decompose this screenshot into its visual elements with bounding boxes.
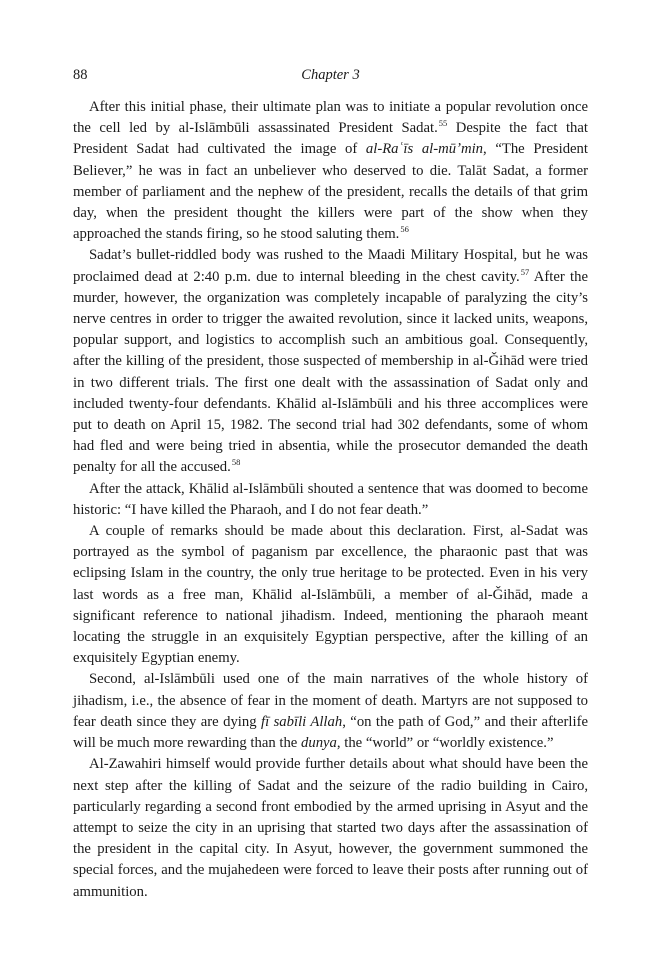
italic-term: al-Raʿīs al-mūʼmin <box>365 141 484 158</box>
italic-term: fī sabīli Allah <box>261 713 343 730</box>
text-run: Al-Zawahiri himself would provide further details about what should have been the next step after the killing of Sadat and the seizure of the radio building in Cairo, particularly regarding a second front embodied by the armed uprising in Asyut and the attempt to seize the city in an uprising that started two days after the assassination of the president in the capital city. In Asyut, however, the government summoned the special forces, and the mujahedeen were forced to leave their posts after running out of ammunition. <box>73 756 588 900</box>
footnote-ref-55: 55 <box>438 118 448 129</box>
paragraph <box>73 479 588 521</box>
footnote-ref-56: 56 <box>400 224 409 235</box>
book-page <box>73 64 588 903</box>
text-run: Second, al-Islāmbūli used one of the main narratives of the whole history of jihadism, i.e., the absence of fear in the moment of death. Martyrs are not supposed to fear death since they are dying <box>73 671 588 730</box>
running-head <box>73 64 588 86</box>
footnote-ref-57: 57 <box>520 266 530 277</box>
paragraph <box>73 669 588 754</box>
text-run: , “on the path of God,” and their afterlife will be much more rewarding than the <box>73 713 588 752</box>
text-run: , “The President Believer,” he was in fact an unbeliever who deserved to die. Talāt Sadat, a former member of parliament and the nephew of the president, recalls the details of that grim day, when the president thought the killers were part of the show when they approached the stands firing, so he stood saluting them. <box>73 141 588 243</box>
page-number: 88 <box>73 67 88 83</box>
footnote-ref-58: 58 <box>231 457 241 468</box>
paragraph <box>73 754 588 902</box>
paragraph <box>73 245 588 478</box>
text-run: A couple of remarks should be made about this declaration. First, al-Sadat was portrayed as the symbol of paganism par excellence, the pharaonic past that was eclipsing Islam in the country, the only true heritage to be protected. Even in his very last words as a free man, Khālid al-Islāmbūli, a member of al-Ǧihād, made a significant reference to national jihadism. Indeed, mentioning the pharaoh meant locating the struggle in an exquisitely Egyptian perspective, after the killing of an exquisitely Egyptian enemy. <box>73 523 588 667</box>
chapter-title: Chapter 3 <box>301 67 360 83</box>
text-run: Despite the fact that President Sadat had cultivated the image of <box>73 120 588 158</box>
italic-term: dunya <box>301 735 337 752</box>
text-run: After the attack, Khālid al-Islāmbūli shouted a sentence that was doomed to become historic: “I have killed the Pharaoh, and I do not fear death.” <box>73 480 588 518</box>
text-run: After the murder, however, the organization was completely incapable of paralyzing the city’s nerve centres in order to trigger the awaited revolution, since it lacked units, weapons, popular support, and logistics to accomplish such an ambitious goal. Consequently, after the killing of the president, those suspected of membership in al-Ǧihād were tried in two different trials. The first one dealt with the assassination of Sadat only and included twenty-four defendants. Khālid al-Islāmbūli and his three accomplices were put to death on April 15, 1982. The second trial had 302 defendants, some of whom had fled and were being tried in absentia, while the prosecutor demanded the death penalty for all the accused. <box>73 268 589 476</box>
text-run: , the “world” or “worldly existence.” <box>336 735 554 752</box>
text-run: Sadat’s bullet-riddled body was rushed to the Maadi Military Hospital, but he was proclaimed dead at 2:40 p.m. due to internal bleeding in the chest cavity. <box>73 247 588 285</box>
paragraph <box>73 97 588 245</box>
text-run: After this initial phase, their ultimate plan was to initiate a popular revolution once the cell led by al-Islāmbūli assassinated President Sadat. <box>73 99 588 137</box>
body-text <box>73 97 588 903</box>
paragraph <box>73 521 588 669</box>
